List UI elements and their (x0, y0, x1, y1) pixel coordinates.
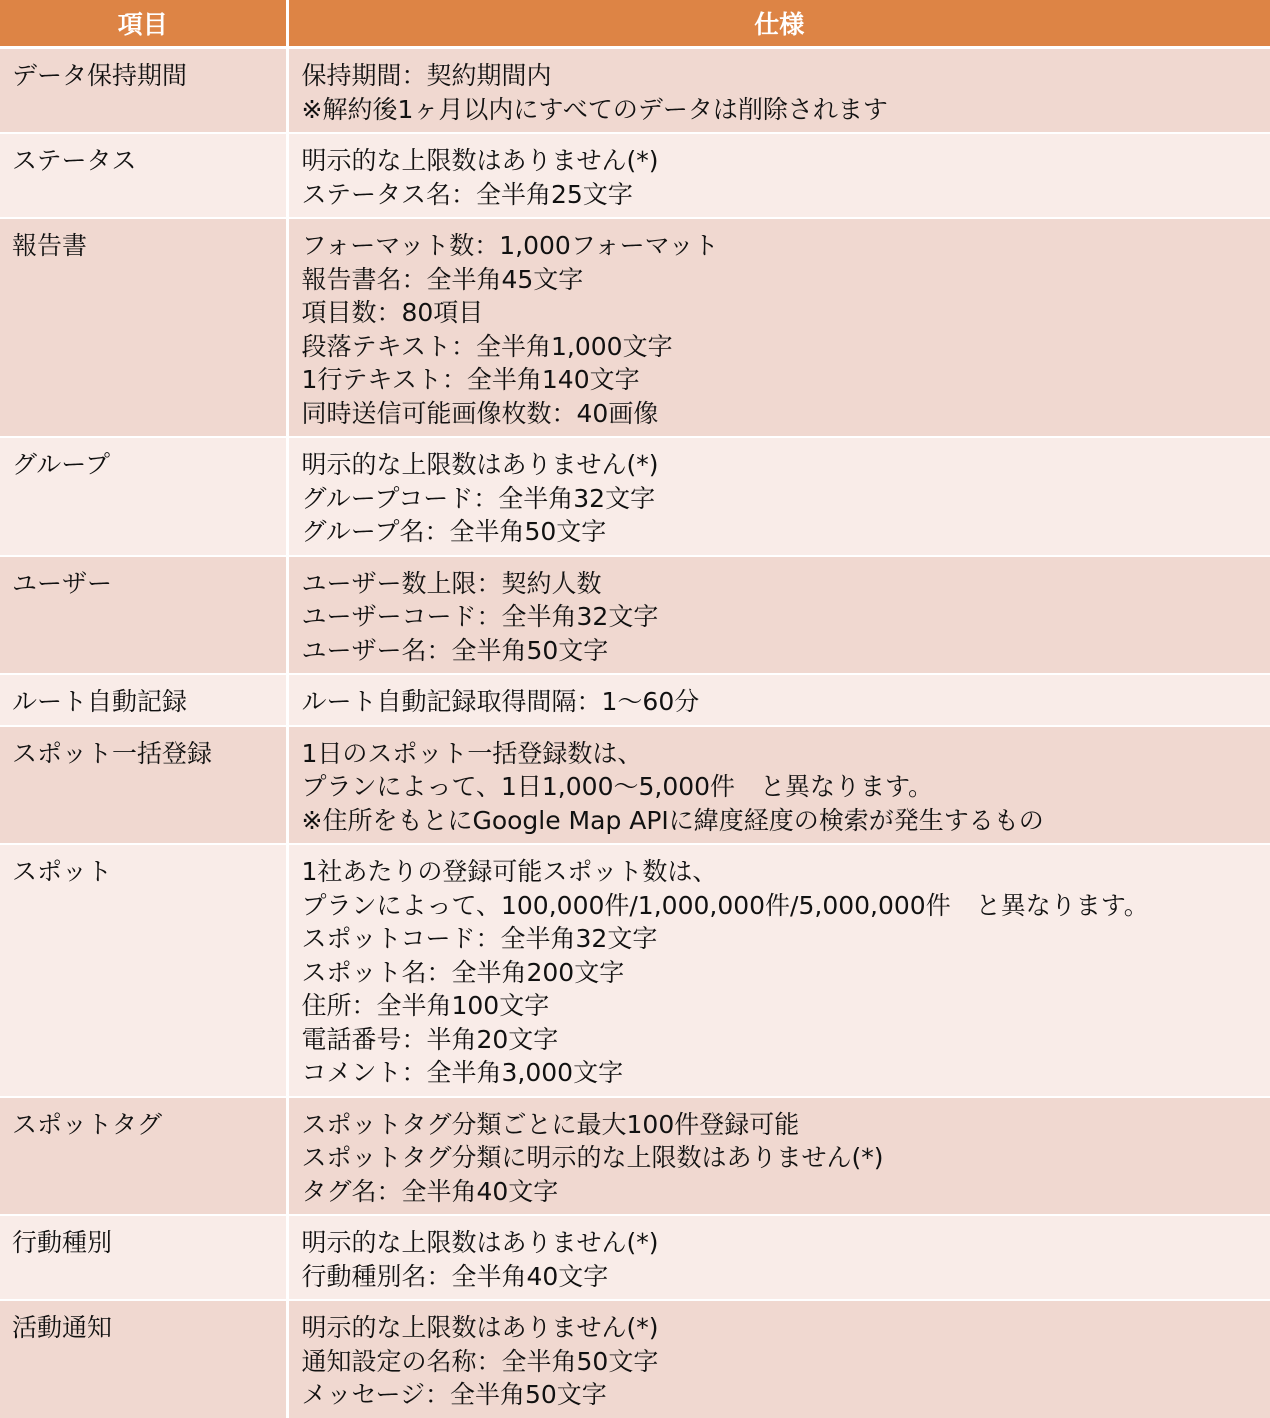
spec-line: 保持期間：契約期間内 (301, 61, 552, 90)
row-spec-cell (287, 218, 1270, 437)
table-row (0, 437, 1270, 556)
row-spec-cell (287, 437, 1270, 556)
spec-line: ※住所をもとにGoogle Map APIに緯度経度の検索が発生するもの (301, 805, 1044, 835)
row-spec-cell (287, 674, 1270, 726)
spec-line: スポットタグ分類ごとに最大100件登録可能 (301, 1109, 800, 1139)
table-row (0, 556, 1270, 675)
spec-line: コメント：全半角3,000文字 (301, 1058, 624, 1087)
table-row (0, 133, 1270, 218)
spec-line: ユーザー名：全半角50文字 (301, 635, 609, 665)
row-spec-cell (287, 48, 1270, 134)
spec-line: タグ名：全半角40文字 (301, 1176, 559, 1206)
row-item-label: 行動種別 (0, 1215, 287, 1300)
row-spec-cell (287, 844, 1270, 1097)
row-spec-cell (287, 133, 1270, 218)
spec-line: 1日のスポット一括登録数は、 (301, 738, 643, 768)
row-item-label: 報告書 (0, 218, 287, 437)
table-row (0, 844, 1270, 1097)
row-item-label: グループ (0, 437, 287, 556)
spec-line: 1行テキスト：全半角140文字 (301, 365, 640, 394)
spec-line: メッセージ：全半角50文字 (301, 1380, 607, 1409)
row-item-label: ルート自動記録 (0, 674, 287, 726)
table-row (0, 48, 1270, 134)
row-spec-cell (287, 1300, 1270, 1418)
spec-line: 行動種別名：全半角40文字 (301, 1261, 609, 1291)
spec-line: プランによって、1日1,000～5,000件 と異なります。 (301, 772, 934, 801)
table-row (0, 1097, 1270, 1216)
row-spec-cell (287, 726, 1270, 845)
row-item-label: スポット一括登録 (0, 726, 287, 845)
row-spec-cell (287, 1215, 1270, 1300)
row-item-label: 活動通知 (0, 1300, 287, 1418)
spec-line: 報告書名：全半角45文字 (301, 264, 584, 294)
spec-line: スポットタグ分類に明示的な上限数はありません(*) (301, 1143, 884, 1172)
spec-line: グループコード：全半角32文字 (301, 483, 656, 513)
spec-line: 通知設定の名称：全半角50文字 (301, 1346, 659, 1376)
table-header-row (0, 0, 1270, 48)
spec-line: 明示的な上限数はありません(*) (301, 1228, 659, 1257)
table-row (0, 726, 1270, 845)
spec-line: 明示的な上限数はありません(*) (301, 450, 659, 479)
column-header-item: 項目 (0, 0, 287, 48)
spec-line: 住所：全半角100文字 (301, 991, 550, 1020)
spec-line: 電話番号：半角20文字 (301, 1024, 559, 1054)
row-item-label: ユーザー (0, 556, 287, 675)
spec-line: ユーザー数上限：契約人数 (301, 568, 602, 598)
spec-line: 段落テキスト：全半角1,000文字 (301, 331, 673, 361)
row-item-label: データ保持期間 (0, 48, 287, 134)
row-spec-cell (287, 1097, 1270, 1216)
spec-line: スポット名：全半角200文字 (301, 957, 625, 987)
spec-line: 項目数：80項目 (301, 298, 484, 327)
table-row (0, 1300, 1270, 1418)
spec-line: スポットコード：全半角32文字 (301, 924, 658, 953)
row-item-label: スポットタグ (0, 1097, 287, 1216)
spec-line: グループ名：全半角50文字 (301, 517, 607, 546)
table-row (0, 674, 1270, 726)
row-item-label: ステータス (0, 133, 287, 218)
spec-line: 同時送信可能画像枚数：40画像 (301, 398, 659, 428)
spec-line: プランによって、100,000件/1,000,000件/5,000,000件 と異なります。 (301, 890, 1149, 920)
row-spec-cell (287, 556, 1270, 675)
spec-line: ルート自動記録取得間隔：1～60分 (301, 687, 700, 716)
spec-line: ※解約後1ヶ月以内にすべてのデータは削除されます (301, 94, 888, 124)
spec-line: ユーザーコード：全半角32文字 (301, 602, 659, 631)
table-row (0, 1215, 1270, 1300)
table-row (0, 218, 1270, 437)
spec-line: 明示的な上限数はありません(*) (301, 146, 659, 175)
spec-line: 1社あたりの登録可能スポット数は、 (301, 857, 718, 886)
spec-line: 明示的な上限数はありません(*) (301, 1313, 659, 1342)
spec-line: フォーマット数：1,000フォーマット (301, 231, 719, 260)
row-item-label: スポット (0, 844, 287, 1097)
column-header-spec: 仕様 (287, 0, 1270, 48)
spec-line: ステータス名：全半角25文字 (301, 179, 633, 209)
